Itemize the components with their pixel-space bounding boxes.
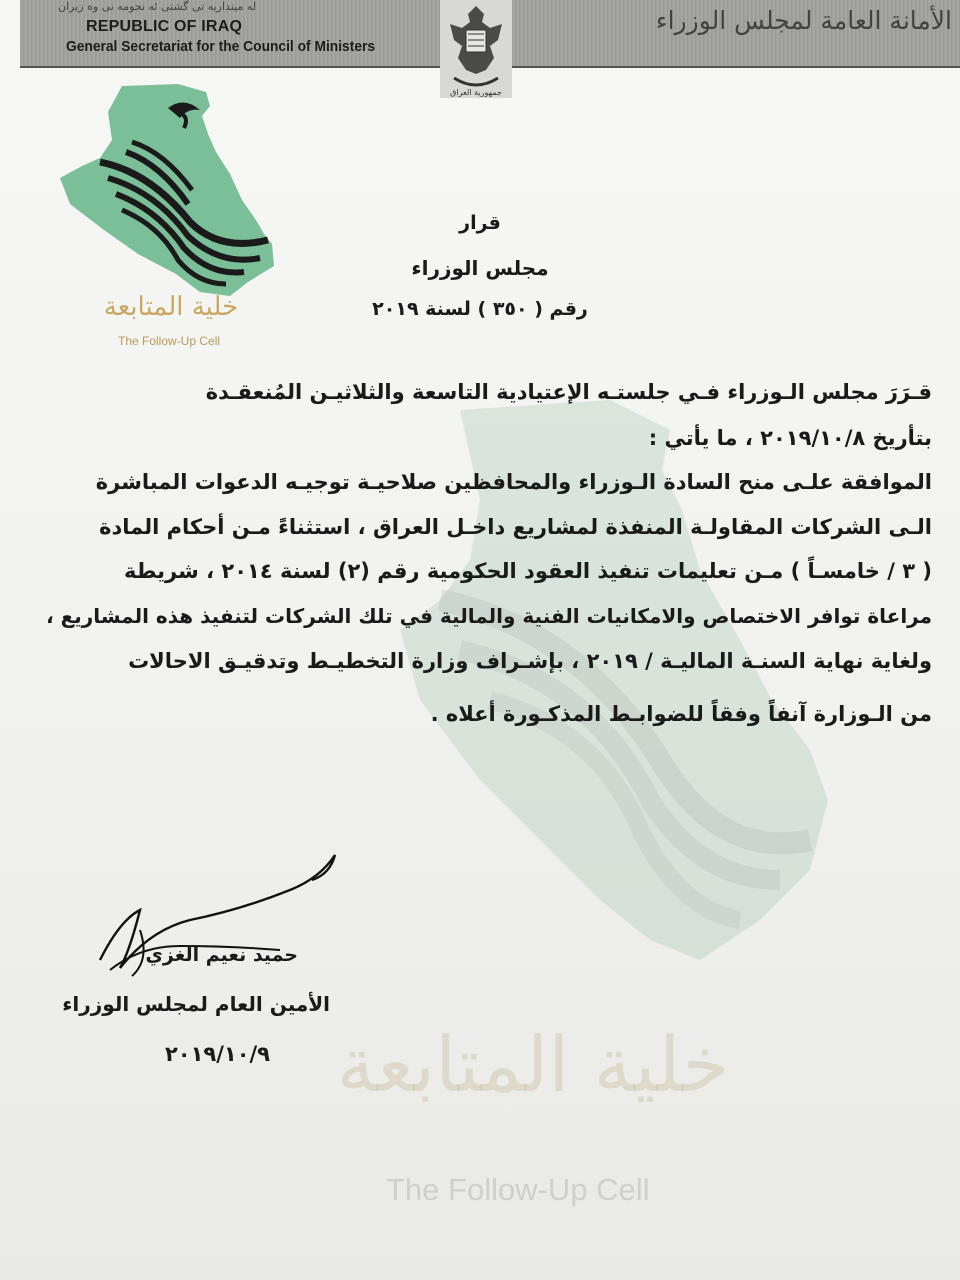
signature-date: ٢٠١٩/١٠/٩ — [164, 1042, 270, 1066]
letterhead-republic: REPUBLIC OF IRAQ — [86, 18, 243, 35]
watermark-english-text: The Follow-Up Cell — [386, 1172, 650, 1207]
decision-number: رقم ( ٣٥٠ ) لسنة ٢٠١٩ — [372, 298, 588, 320]
decision-title: قرار — [459, 212, 501, 234]
iraq-emblem-icon — [440, 0, 512, 98]
body-line: ( ٣ / خامسـاً ) مـن تعليمات تنفيذ العقود الحكومية رقم (٢) لسنة ٢٠١٤ ، شريطة — [123, 559, 932, 583]
letterhead-kurdish-line: لە مینداریە تی گشتی ئە نجومە نی وە زیران — [58, 0, 257, 13]
iraq-map-shape — [60, 84, 274, 296]
body-line: ولغاية نهاية السنـة الماليـة / ٢٠١٩ ، بإشـراف وزارة التخطيـط وتدقيـق الاحالات — [128, 649, 932, 673]
signatory-name: حميد نعيم الغزي — [145, 944, 298, 966]
council-name: مجلس الوزراء — [411, 256, 549, 280]
signatory-title: الأمين العام لمجلس الوزراء — [62, 992, 330, 1016]
body-line: الـى الشركات المقاولـة المنفذة لمشاريع داخـل العراق ، استثناءً مـن أحكام المادة — [99, 515, 932, 539]
follow-up-cell-logo — [60, 82, 275, 302]
emblem-caption: جمهورية العراق — [450, 88, 502, 97]
letterhead-arabic-title: الأمانة العامة لمجلس الوزراء — [655, 6, 952, 35]
body-line: الموافقة علـى منح السادة الـوزراء والمحافظين صلاحيـة توجيـه الدعوات المباشرة — [95, 470, 932, 494]
logo-english-text: The Follow-Up Cell — [118, 334, 221, 348]
body-line: قـرَرَ مجلس الـوزراء فـي جلستـه الإعتيادية التاسعة والثلاثيـن المُنعقـدة — [205, 380, 932, 404]
body-line: من الـوزارة آنفاً وفقاً للضوابـط المذكـورة أعلاه . — [430, 702, 932, 726]
watermark-arabic-text: خلية المتابعة — [336, 1020, 730, 1109]
logo-arabic-text: خلية المتابعة — [103, 292, 239, 322]
letterhead-secretariat: General Secretariat for the Council of Ministers — [66, 38, 376, 55]
body-line: بتأريخ ٢٠١٩/١٠/٨ ، ما يأتي : — [648, 426, 932, 450]
body-line: مراعاة توافر الاختصاص والامكانيات الفنية والمالية في تلك الشركات لتنفيذ هذه المشاريع ، — [46, 604, 932, 628]
